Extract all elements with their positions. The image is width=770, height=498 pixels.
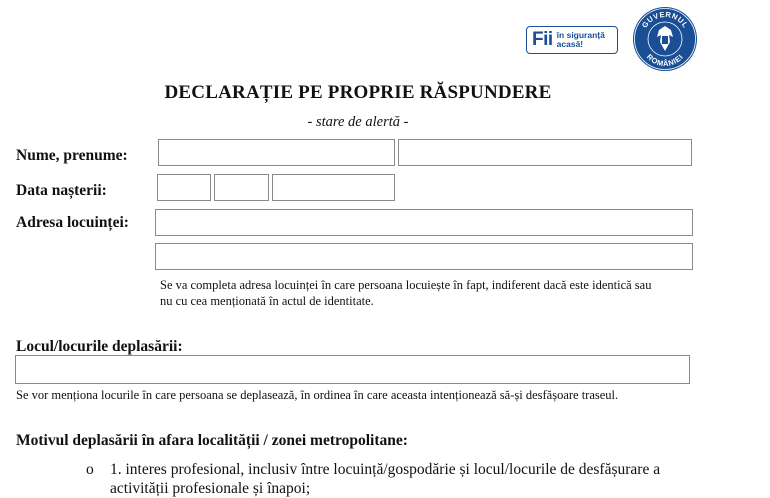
badge-line-1: în siguranță — [556, 30, 605, 40]
option-bullet: o — [86, 461, 94, 478]
reason-option-1[interactable] — [86, 460, 660, 498]
seal-top-text: GUVERNUL — [639, 9, 691, 30]
seal-bottom-text: ROMÂNIEI — [644, 52, 686, 69]
travel-locations-note: Se vor menționa locurile în care persoana se deplasează, în ordinea în care aceasta intenționează să-și desfășoare traseul. — [16, 388, 619, 402]
address-note-line-1: Se va completa adresa locuinței în care persoana locuiește în fapt, indiferent dacă este identică sau — [160, 278, 652, 292]
birth-month-field[interactable] — [214, 174, 269, 201]
address-label: Adresa locuinței: — [16, 214, 129, 231]
address-note — [160, 277, 705, 309]
fii-in-siguranta-badge — [526, 26, 618, 54]
first-name-field[interactable] — [398, 139, 692, 166]
option-1-line-1: 1. interes profesional, inclusiv între locuință/gospodărie și locul/locurile de desfășurare a — [110, 461, 661, 478]
travel-locations-label: Locul/locurile deplasării: — [16, 338, 183, 355]
travel-locations-field[interactable] — [15, 355, 690, 384]
birth-date-label: Data nașterii: — [16, 182, 107, 199]
address-field-line-1[interactable] — [155, 209, 693, 236]
birth-year-field[interactable] — [272, 174, 395, 201]
badge-line-2: acasă! — [556, 39, 584, 49]
document-title: DECLARAȚIE PE PROPRIE RĂSPUNDERE — [164, 82, 552, 103]
badge-fii-text: Fii — [532, 29, 553, 50]
address-note-line-2: nu cu cea menționată în actul de identitate. — [160, 294, 374, 308]
address-field-line-2[interactable] — [155, 243, 693, 270]
document-subtitle: - stare de alertă - — [307, 114, 409, 130]
last-name-field[interactable] — [158, 139, 395, 166]
travel-reason-heading: Motivul deplasării în afara localității / zonei metropolitane: — [16, 432, 408, 449]
badge-tagline — [557, 31, 605, 49]
name-label: Nume, prenume: — [16, 147, 128, 164]
government-seal-icon — [632, 6, 698, 72]
option-1-line-2: activității profesionale și înapoi; — [110, 480, 311, 497]
birth-day-field[interactable] — [157, 174, 211, 201]
